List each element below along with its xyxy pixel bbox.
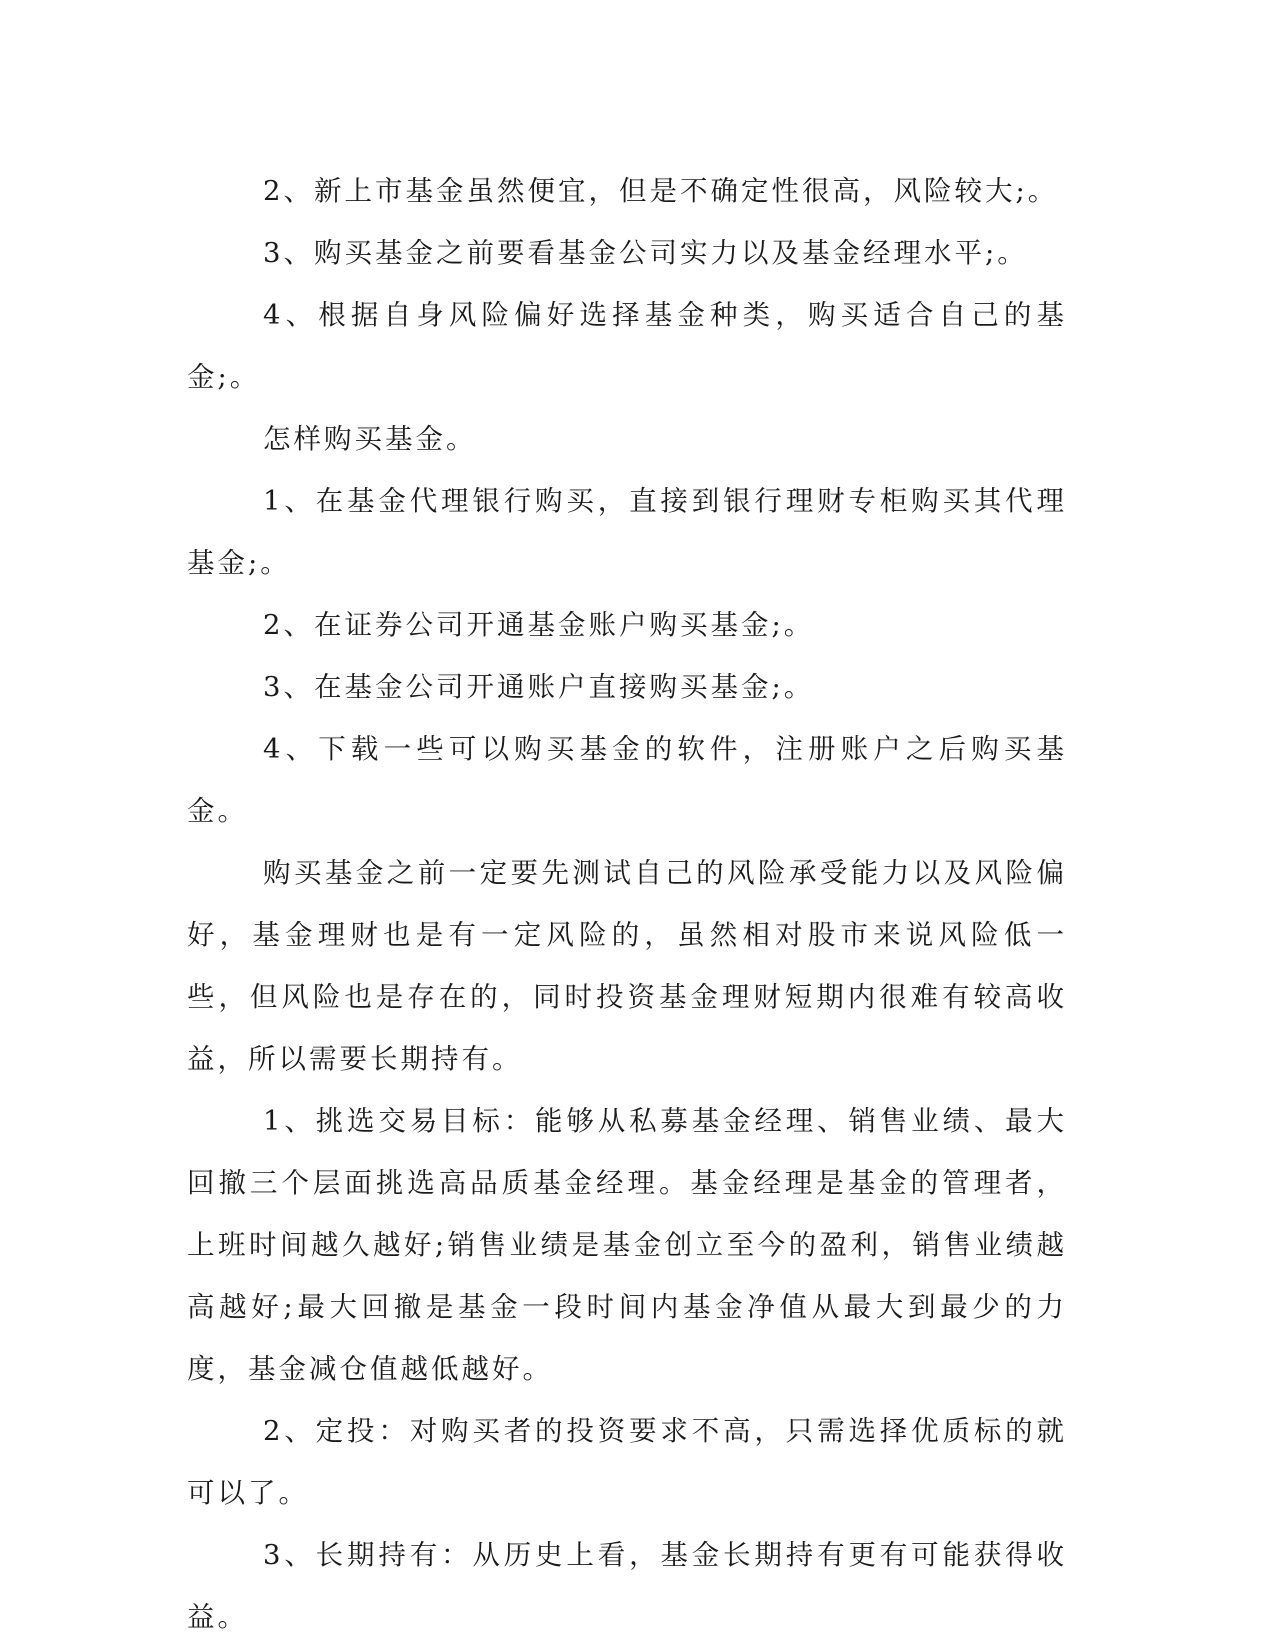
paragraph: 2、在证券公司开通基金账户购买基金;。	[263, 609, 815, 641]
paragraph: 1、挑选交易目标：能够从私募基金经理、销售业绩、最大回撤三个层面挑选高品质基金经理。基金经理是基金的管理者，上班时间越久越好;销售业绩是基金创立至今的盈利，销售业绩越高越好;最大回撤是基金一段时间内基金净值从最大到最少的力度，基金减仓值越低越好。	[187, 1105, 1067, 1385]
paragraph: 2、新上市基金虽然便宜，但是不确定性很高，风险较大;。	[263, 175, 1059, 207]
paragraph: 1、在基金代理银行购买，直接到银行理财专柜购买其代理基金;。	[187, 485, 1067, 579]
paragraph: 3、购买基金之前要看基金公司实力以及基金经理水平;。	[263, 237, 1028, 269]
paragraph: 4、根据自身风险偏好选择基金种类，购买适合自己的基金;。	[187, 299, 1067, 393]
paragraph: 3、长期持有：从历史上看，基金长期持有更有可能获得收益。	[187, 1539, 1067, 1633]
paragraph: 购买基金之前一定要先测试自己的风险承受能力以及风险偏好，基金理财也是有一定风险的，虽然相对股市来说风险低一些，但风险也是存在的，同时投资基金理财短期内很难有较高收益，所以需要长期持有。	[187, 857, 1067, 1075]
paragraph: 2、定投：对购买者的投资要求不高，只需选择优质标的就可以了。	[187, 1415, 1067, 1509]
paragraph: 4、下载一些可以购买基金的软件，注册账户之后购买基金。	[187, 733, 1067, 827]
paragraph: 3、在基金公司开通账户直接购买基金;。	[263, 671, 815, 703]
document-body	[187, 160, 1067, 1648]
section-heading: 怎样购买基金。	[263, 423, 477, 455]
